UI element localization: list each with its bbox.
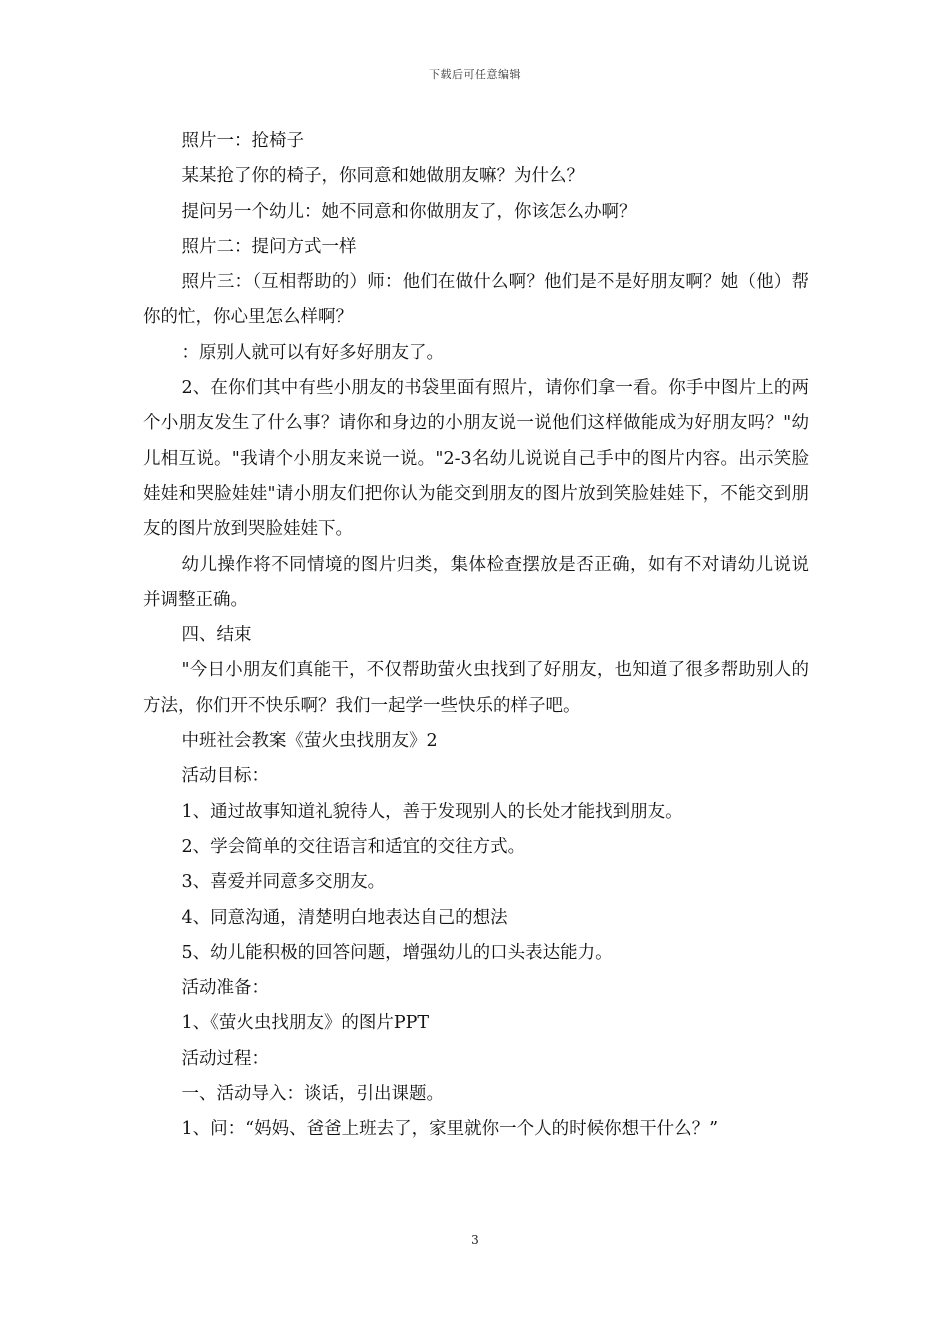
page-header: 下载后可任意编辑: [429, 68, 521, 81]
paragraph: 活动过程：: [181, 1048, 269, 1069]
paragraph: 活动目标：: [181, 766, 269, 787]
paragraph: 照片三：（互相帮助的）师：他们在做什么啊？他们是不是好朋友啊？她（他）帮你的忙，你心里怎么样啊？: [143, 272, 809, 328]
paragraph: 照片一：抢椅子: [181, 131, 304, 151]
list-item: 2、学会简单的交往语言和适宜的交往方式。: [181, 836, 526, 857]
paragraph: 某某抢了你的椅子，你同意和她做朋友嘛？为什么？: [181, 166, 584, 187]
paragraph: 照片二：提问方式一样: [181, 236, 357, 257]
paragraph: 幼儿操作将不同情境的图片归类，集体检查摆放是否正确，如有不对请幼儿说说并调整正确。: [143, 554, 809, 610]
paragraph: 活动准备：: [181, 978, 269, 999]
paragraph: 2、在你们其中有些小朋友的书袋里面有照片，请你们拿一看。你手中图片上的两个小朋友发生了什么事？请你和身边的小朋友说一说他们这样做能成为好朋友吗？"幼儿相互说。"我请个小朋友来说一说。"2-3名幼儿说说自己手中的图片内容。出示笑脸娃娃和哭脸娃娃"请小朋友们把你认为能交到朋友的图片放到笑脸娃娃下，不能交到朋友的图片放到哭脸娃娃下。: [143, 378, 809, 540]
paragraph: 一、活动导入：谈话，引出课题。: [181, 1084, 444, 1105]
paragraph: 1、问：“妈妈、爸爸上班去了，家里就你一个人的时候你想干什么？”: [181, 1119, 719, 1140]
paragraph: 四、结束: [181, 625, 252, 646]
list-item: 1、《萤火虫找朋友》的图片PPT: [181, 1013, 430, 1034]
document-body: [143, 124, 809, 1148]
list-item: 4、同意沟通，清楚明白地表达自己的想法: [181, 907, 508, 928]
paragraph: ：原别人就可以有好多好朋友了。: [181, 342, 444, 363]
paragraph: "今日小朋友们真能干，不仅帮助萤火虫找到了好朋友，也知道了很多帮助别人的方法，你们开不快乐啊？我们一起学一些快乐的样子吧。: [143, 660, 809, 716]
list-item: 1、通过故事知道礼貌待人，善于发现别人的长处才能找到朋友。: [181, 801, 683, 822]
paragraph: 提问另一个幼儿：她不同意和你做朋友了，你该怎么办啊？: [181, 201, 637, 222]
list-item: 3、喜爱并同意多交朋友。: [181, 872, 386, 893]
section-title: 中班社会教案《萤火虫找朋友》2: [181, 731, 438, 752]
page-number: 3: [471, 1233, 479, 1247]
list-item: 5、幼儿能积极的回答问题，增强幼儿的口头表达能力。: [181, 942, 613, 963]
